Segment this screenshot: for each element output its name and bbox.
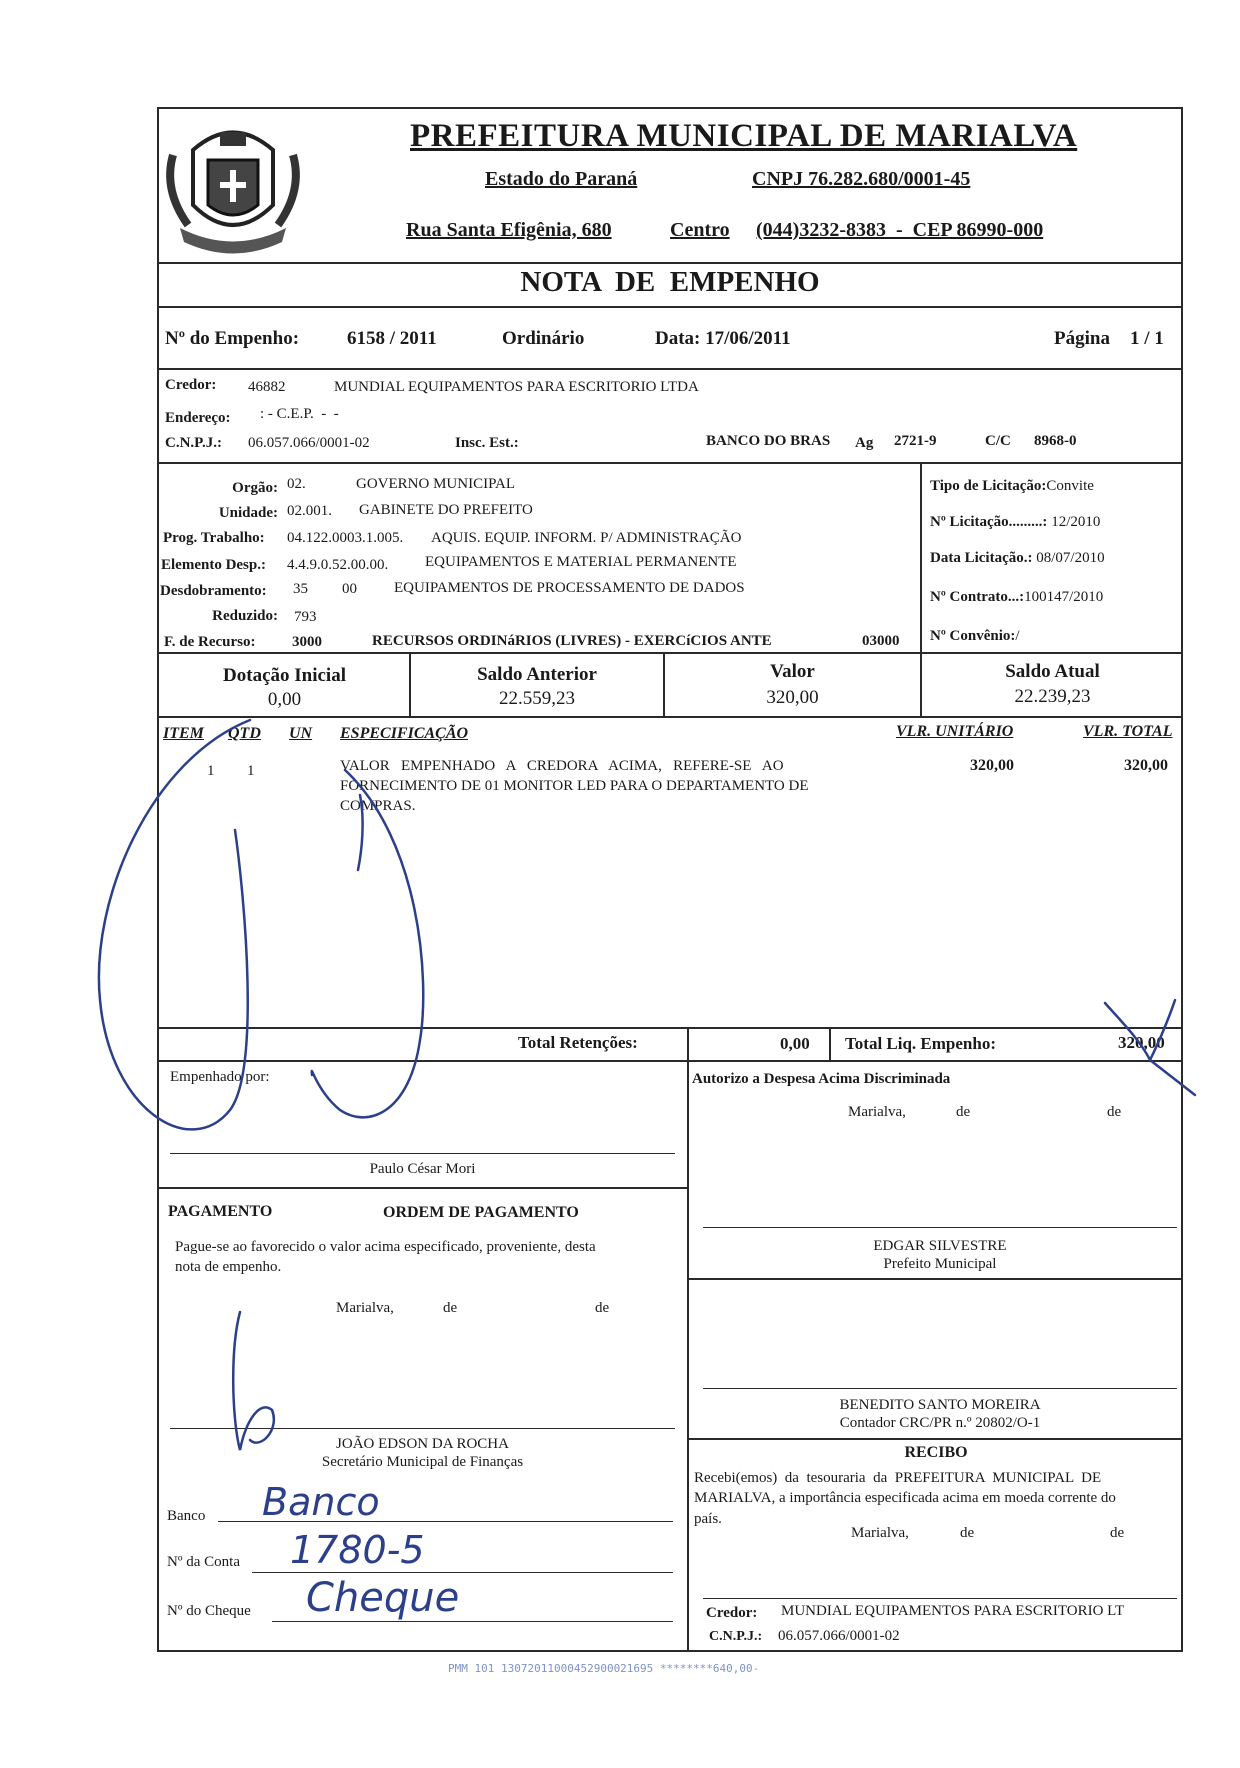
header-item: ITEM (163, 725, 204, 742)
bidding-number-label: Nº Licitação.........: (930, 514, 1048, 530)
previous-balance-label: Saldo Anterior (477, 664, 597, 685)
contract-number-value: 100147/2010 (1024, 589, 1104, 605)
bidding-number (930, 514, 1100, 531)
breakdown-label: Desdobramento: (160, 583, 267, 599)
bidding-type-label: Tipo de Licitação: (930, 478, 1047, 494)
value-amount: 320,00 (766, 687, 819, 708)
authorization-text: Autorizo a Despesa Acima Discriminada (692, 1071, 951, 1087)
receipt-text-line-3: país. (694, 1511, 722, 1527)
empenho-number: 6158 / 2011 (347, 328, 437, 349)
contract-number-label: Nº Contrato...: (930, 589, 1025, 605)
receipt-title: RECIBO (904, 1444, 968, 1461)
bank-handwritten: Banco (262, 1480, 380, 1524)
empenho-date: Data: 17/06/2011 (655, 328, 791, 349)
payment-place: Marialva, (336, 1300, 394, 1316)
accountant-title: Contador CRC/PR n.º 20802/O-1 (839, 1415, 1041, 1431)
current-balance-label: Saldo Atual (1005, 661, 1100, 682)
total-retentions-value: 0,00 (780, 1034, 810, 1053)
row-total-value: 320,00 (1124, 757, 1168, 774)
row-spec-line-3: COMPRAS. (340, 798, 416, 814)
authorization-de-1: de (956, 1104, 971, 1120)
mayor-title: Prefeito Municipal (883, 1256, 997, 1272)
program-label: Prog. Trabalho: (163, 530, 265, 546)
current-balance-value: 22.239,23 (1014, 686, 1091, 707)
state-name: Estado do Paraná (485, 168, 638, 190)
committed-by-name: Paulo César Mori (369, 1161, 476, 1177)
resource-name: RECURSOS ORDINáRIOS (LIVRES) - EXERCíCIOS ANTE (372, 633, 772, 649)
payment-de-2: de (595, 1300, 610, 1316)
check-handwritten: Cheque (306, 1575, 460, 1621)
committed-by-label: Empenhado por: (170, 1069, 270, 1085)
header-total-value: VLR. TOTAL (1083, 723, 1173, 740)
creditor-label: Credor: (165, 377, 217, 393)
agreement-number-value: / (1015, 628, 1020, 644)
row-unit-value: 320,00 (970, 757, 1014, 774)
payment-label: PAGAMENTO (168, 1203, 273, 1220)
payment-text-line-1: Pague-se ao favorecido o valor acima especificado, proveniente, desta (175, 1239, 596, 1255)
bidding-type (930, 478, 1094, 495)
state-registration-label: Insc. Est.: (455, 435, 519, 451)
header-unit-value: VLR. UNITÁRIO (896, 723, 1014, 740)
row-quantity: 1 (247, 763, 255, 779)
breakdown-code-2: 00 (342, 581, 357, 597)
reduced-code: 793 (294, 609, 317, 625)
net-total-label: Total Liq. Empenho: (845, 1034, 996, 1053)
account-field-label: Nº da Conta (167, 1554, 240, 1570)
document-title: NOTA DE EMPENHO (520, 266, 820, 298)
payment-de-1: de (443, 1300, 458, 1316)
secretary-title: Secretário Municipal de Finanças (321, 1454, 524, 1470)
orgao-label: Orgão: (232, 480, 278, 496)
address-label: Endereço: (165, 410, 231, 426)
authorization-place: Marialva, (848, 1104, 906, 1120)
creditor-name: MUNDIAL EQUIPAMENTOS PARA ESCRITORIO LTDA (334, 379, 699, 395)
account-handwritten: 1780-5 (290, 1528, 425, 1572)
bidding-date-value: 08/07/2010 (1036, 550, 1105, 566)
unidade-label: Unidade: (218, 505, 278, 521)
account-number: 8968-0 (1034, 433, 1077, 449)
receipt-creditor-name: MUNDIAL EQUIPAMENTOS PARA ESCRITORIO LT (781, 1603, 1125, 1619)
contract-number (930, 589, 1103, 606)
bank-field-label: Banco (167, 1508, 206, 1524)
agency-label: Ag (855, 435, 874, 451)
mayor-name: EDGAR SILVESTRE (873, 1238, 1007, 1254)
page-number: 1 / 1 (1130, 328, 1164, 349)
unidade-name: GABINETE DO PREFEITO (359, 502, 533, 518)
bidding-type-value: Convite (1046, 478, 1094, 494)
initial-allocation-value: 0,00 (267, 689, 302, 710)
header-quantity: QTD (228, 725, 261, 742)
previous-balance-value: 22.559,23 (499, 688, 575, 709)
net-total-value: 320,00 (1118, 1033, 1165, 1052)
agreement-number-label: Nº Convênio: (930, 628, 1016, 644)
municipality-title: PREFEITURA MUNICIPAL DE MARIALVA (410, 118, 1078, 154)
creditor-cnpj: 06.057.066/0001-02 (248, 435, 370, 451)
municipality-cnpj: CNPJ 76.282.680/0001-45 (752, 168, 971, 190)
receipt-de-2: de (1110, 1525, 1125, 1541)
breakdown-code-1: 35 (293, 581, 308, 597)
accountant-name: BENEDITO SANTO MOREIRA (839, 1397, 1041, 1413)
resource-code-2: 03000 (862, 633, 900, 649)
municipality-district: Centro (670, 219, 730, 241)
program-code: 04.122.0003.1.005. (287, 530, 404, 546)
bidding-date-label: Data Licitação.: (930, 550, 1033, 566)
element-code: 4.4.9.0.52.00.00. (287, 557, 389, 573)
creditor-cnpj-label: C.N.P.J.: (165, 435, 222, 451)
empenho-number-label: Nº do Empenho: (165, 328, 300, 349)
receipt-creditor-label: Credor: (706, 1605, 758, 1621)
element-name: EQUIPAMENTOS E MATERIAL PERMANENTE (425, 554, 737, 570)
agency-number: 2721-9 (894, 433, 937, 449)
empenho-type: Ordinário (502, 328, 585, 349)
bidding-number-value: 12/2010 (1051, 514, 1101, 530)
municipality-address: Rua Santa Efigênia, 680 (406, 219, 612, 241)
orgao-code: 02. (287, 476, 306, 492)
element-label: Elemento Desp.: (161, 557, 266, 573)
coat-of-arms-logo (158, 110, 308, 260)
initial-allocation-label: Dotação Inicial (223, 665, 346, 686)
creditor-code: 46882 (248, 379, 286, 395)
reduced-label: Reduzido: (212, 608, 278, 624)
authorization-de-2: de (1107, 1104, 1122, 1120)
breakdown-name: EQUIPAMENTOS DE PROCESSAMENTO DE DADOS (394, 580, 745, 596)
unidade-code: 02.001. (287, 503, 332, 519)
address-value: : - C.E.P. - - (260, 406, 339, 422)
account-label: C/C (985, 433, 1011, 449)
footer-code: PMM 101 13072011000452900021695 ********640,00- (448, 1662, 760, 1675)
receipt-de-1: de (960, 1525, 975, 1541)
value-label: Valor (770, 661, 815, 682)
payment-order-label: ORDEM DE PAGAMENTO (383, 1204, 579, 1221)
payment-text-line-2: nota de empenho. (175, 1259, 282, 1275)
resource-label: F. de Recurso: (164, 634, 256, 650)
receipt-text-line-2: MARIALVA, a importância especificada acima em moeda corrente do (694, 1490, 1116, 1506)
check-field-label: Nº do Cheque (167, 1603, 251, 1619)
receipt-text-line-1: Recebi(emos) da tesouraria da PREFEITURA MUNICIPAL DE (694, 1470, 1102, 1486)
secretary-name: JOÃO EDSON DA ROCHA (336, 1436, 509, 1452)
bank-name: BANCO DO BRAS (706, 433, 831, 449)
resource-code: 3000 (292, 634, 322, 650)
agreement-number (930, 628, 1020, 645)
row-spec-line-2: FORNECIMENTO DE 01 MONITOR LED PARA O DEPARTAMENTO DE (340, 778, 809, 794)
row-spec-line-1: VALOR EMPENHADO A CREDORA ACIMA, REFERE-SE AO (340, 758, 784, 774)
header-specification: ESPECIFICAÇÃO (340, 725, 469, 742)
orgao-name: GOVERNO MUNICIPAL (356, 476, 516, 492)
receipt-cnpj-label: C.N.P.J.: (709, 1629, 763, 1644)
receipt-cnpj: 06.057.066/0001-02 (778, 1628, 900, 1644)
municipality-phone-cep: (044)3232-8383 - CEP 86990-000 (756, 219, 1044, 241)
row-item: 1 (207, 763, 215, 779)
page-label: Página (1054, 328, 1110, 349)
program-name: AQUIS. EQUIP. INFORM. P/ ADMINISTRAÇÃO (431, 530, 742, 546)
header-unit: UN (289, 725, 313, 742)
receipt-place: Marialva, (851, 1525, 909, 1541)
total-retentions-label: Total Retenções: (518, 1033, 638, 1052)
bidding-date (930, 550, 1105, 567)
